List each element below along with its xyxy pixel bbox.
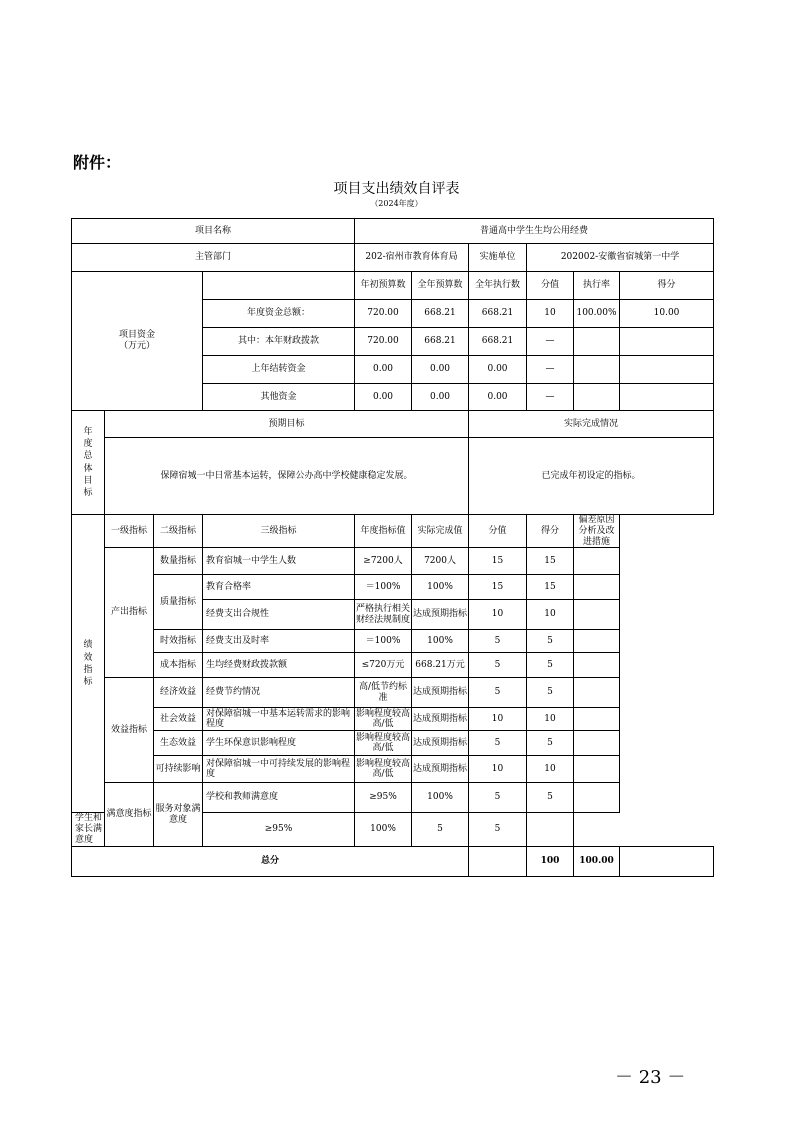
funds-cell: 100.00%: [574, 300, 620, 328]
indicator-score: 5: [527, 731, 574, 756]
funds-cell: 668.21: [469, 300, 527, 328]
indicator-value: 15: [469, 548, 527, 575]
performance-table: [71, 218, 714, 877]
funds-label: 项目资金 （万元）: [72, 272, 203, 411]
indicator-actual: 100%: [412, 630, 469, 653]
indicator-value: 5: [469, 653, 527, 678]
funds-cell: [620, 356, 714, 384]
indicator-deviation: [574, 575, 620, 600]
indicator-deviation: [527, 813, 574, 846]
funds-cell: 10: [527, 300, 574, 328]
indicator-value: 5: [469, 731, 527, 756]
indicator-target: ≥95%: [355, 783, 412, 813]
project-name-value: 普通高中学生生均公用经费: [355, 219, 714, 244]
funds-row-name: 上年结转资金: [203, 356, 355, 384]
indicator-name: 教育宿城一中学生人数: [203, 548, 355, 575]
indicator-target: 影响程度较高高/低: [356, 708, 411, 730]
total-blank: [469, 846, 527, 876]
funds-row-name: 年度资金总额：: [203, 300, 355, 328]
indicator-score: 10: [527, 600, 574, 630]
ind-header-actual: 实际完成值: [412, 515, 469, 548]
indicator-name: 学校和教师满意度: [203, 783, 355, 813]
ind-header-value: 分值: [469, 515, 527, 548]
indicator-name: 对保障宿城一中可持续发展的影响程度: [203, 756, 355, 783]
funds-cell: 0.00: [469, 356, 527, 384]
indicators-label: 绩效指标: [72, 515, 105, 813]
funds-cell: 0.00: [412, 384, 469, 411]
funds-header-score-value: 分值: [527, 272, 574, 300]
indicator-actual: 达成预期指标: [412, 678, 469, 708]
total-value: 100: [527, 846, 574, 876]
funds-cell: —: [527, 356, 574, 384]
funds-cell: —: [527, 328, 574, 356]
indicator-deviation: [574, 756, 620, 783]
indicator-actual: 668.21万元: [412, 653, 469, 678]
indicator-target: ≤720万元: [355, 653, 412, 678]
ind-header-l1: 一级指标: [105, 515, 154, 548]
total-deviation: [620, 846, 714, 876]
indicator-score: 10: [527, 756, 574, 783]
impl-unit-value: 202002-安徽省宿城第一中学: [527, 244, 714, 272]
funds-cell: [574, 384, 620, 411]
indicator-name: 学生和家长满意度: [72, 813, 105, 846]
level2-service-satisfaction: 服务对象满意度: [154, 783, 203, 846]
indicator-target: 影响程度较高高/低: [355, 731, 412, 756]
indicator-deviation: [574, 548, 620, 575]
level2-quality: 质量指标: [154, 575, 203, 630]
indicator-target: ≥95%: [203, 813, 355, 846]
ind-header-score: 得分: [527, 515, 574, 548]
page-title: 项目支出绩效自评表: [333, 181, 460, 197]
indicator-name: 经费节约情况: [203, 678, 355, 708]
indicator-deviation: [574, 630, 620, 653]
level2-timeliness: 时效指标: [154, 630, 203, 653]
indicator-actual: 达成预期指标: [412, 756, 469, 783]
indicator-target: ≥7200人: [355, 548, 412, 575]
project-name-label: 项目名称: [72, 219, 355, 244]
indicator-value: 10: [469, 708, 527, 731]
level1-satisfaction: 满意度指标: [105, 783, 154, 846]
page-number: － 23 －: [615, 1067, 686, 1088]
indicator-target: 高/低节约标准: [355, 678, 412, 708]
impl-unit-label: 实施单位: [469, 244, 527, 272]
indicator-name: 学生环保意识影响程度: [203, 731, 355, 756]
funds-cell: 0.00: [355, 384, 412, 411]
indicator-value: 5: [469, 783, 527, 813]
funds-header-executed: 全年执行数: [469, 272, 527, 300]
funds-cell: 668.21: [412, 300, 469, 328]
funds-header-score: 得分: [620, 272, 714, 300]
indicator-actual: 100%: [412, 783, 469, 813]
funds-cell: 0.00: [355, 356, 412, 384]
indicator-score: 15: [527, 575, 574, 600]
indicator-score: 10: [527, 708, 574, 731]
total-score: 100.00: [574, 846, 620, 876]
ind-header-l2: 二级指标: [154, 515, 203, 548]
funds-cell: 720.00: [355, 300, 412, 328]
dept-label: 主管部门: [72, 244, 355, 272]
indicator-target: 严格执行相关财经法规制度: [355, 600, 412, 630]
indicator-actual: 达成预期指标: [412, 600, 469, 630]
indicator-actual: 达成预期指标: [412, 708, 469, 731]
level2-cost: 成本指标: [154, 653, 203, 678]
funds-cell: 720.00: [355, 328, 412, 356]
funds-row-name: 其他资金: [203, 384, 355, 411]
indicator-name: 经费支出及时率: [203, 630, 355, 653]
indicator-name: 教育合格率: [203, 575, 355, 600]
funds-row-name: 其中：本年财政拨款: [203, 328, 355, 356]
indicator-target: 影响程度较高高/低: [355, 756, 412, 783]
indicator-value: 5: [469, 678, 527, 708]
indicator-actual: 7200人: [412, 548, 469, 575]
funds-header-blank: [203, 272, 355, 300]
funds-cell: —: [527, 384, 574, 411]
indicator-score: 5: [527, 653, 574, 678]
indicator-score: 5: [527, 678, 574, 708]
indicator-actual: 100%: [355, 813, 412, 846]
indicator-deviation: [574, 653, 620, 678]
level2-sustainable: 可持续影响: [154, 756, 203, 783]
ind-header-target: 年度指标值: [355, 515, 412, 548]
funds-cell: 0.00: [469, 384, 527, 411]
annual-goal-label: 年度总体目标: [72, 411, 105, 515]
indicator-value: 10: [469, 600, 527, 630]
indicator-actual: 100%: [412, 575, 469, 600]
indicator-target: ＝100%: [355, 575, 412, 600]
indicator-name: 生均经费财政拨款额: [203, 653, 355, 678]
indicator-score: 15: [527, 548, 574, 575]
level1-output: 产出指标: [105, 548, 154, 678]
funds-header-initial: 年初预算数: [355, 272, 412, 300]
indicator-value: 15: [469, 575, 527, 600]
indicator-deviation: [574, 731, 620, 756]
funds-cell: 668.21: [469, 328, 527, 356]
indicator-deviation: [574, 678, 620, 708]
indicator-target: ＝100%: [355, 630, 412, 653]
indicator-value: 5: [412, 813, 469, 846]
indicator-value: 5: [469, 630, 527, 653]
indicator-actual: 达成预期指标: [412, 731, 469, 756]
level2-social: 社会效益: [154, 708, 203, 731]
funds-cell: 0.00: [412, 356, 469, 384]
expected-goal-text: 保障宿城一中日常基本运转，保障公办高中学校健康稳定发展。: [105, 438, 469, 515]
ind-header-deviation: 偏差原因分析及改进措施: [574, 515, 620, 548]
indicator-deviation: [574, 708, 620, 731]
funds-cell: [574, 356, 620, 384]
indicator-score: 5: [527, 783, 574, 813]
level2-quantity: 数量指标: [154, 548, 203, 575]
level2-ecological: 生态效益: [154, 731, 203, 756]
funds-cell: [574, 328, 620, 356]
indicator-value: 10: [469, 756, 527, 783]
funds-header-annual: 全年预算数: [412, 272, 469, 300]
level1-benefit: 效益指标: [105, 678, 154, 783]
ind-header-l3: 三级指标: [203, 515, 355, 548]
indicator-name: 对保障宿城一中基本运转需求的影响程度: [203, 708, 355, 731]
indicator-deviation: [574, 783, 620, 813]
indicator-score: 5: [527, 630, 574, 653]
funds-cell: [620, 384, 714, 411]
year-subtitle: （2024年度）: [370, 199, 423, 208]
total-label: 总分: [72, 846, 469, 876]
funds-cell: 10.00: [620, 300, 714, 328]
expected-goal-header: 预期目标: [105, 411, 469, 438]
indicator-name: 经费支出合规性: [203, 600, 355, 630]
actual-completion-text: 已完成年初设定的指标。: [469, 438, 714, 515]
level2-economic: 经济效益: [154, 678, 203, 708]
funds-cell: [620, 328, 714, 356]
funds-cell: 668.21: [412, 328, 469, 356]
attachment-label: 附件：: [73, 153, 122, 172]
indicator-score: 5: [469, 813, 527, 846]
funds-header-rate: 执行率: [574, 272, 620, 300]
actual-completion-header: 实际完成情况: [469, 411, 714, 438]
dept-value: 202-宿州市教育体育局: [355, 244, 469, 272]
indicator-deviation: [574, 600, 620, 630]
